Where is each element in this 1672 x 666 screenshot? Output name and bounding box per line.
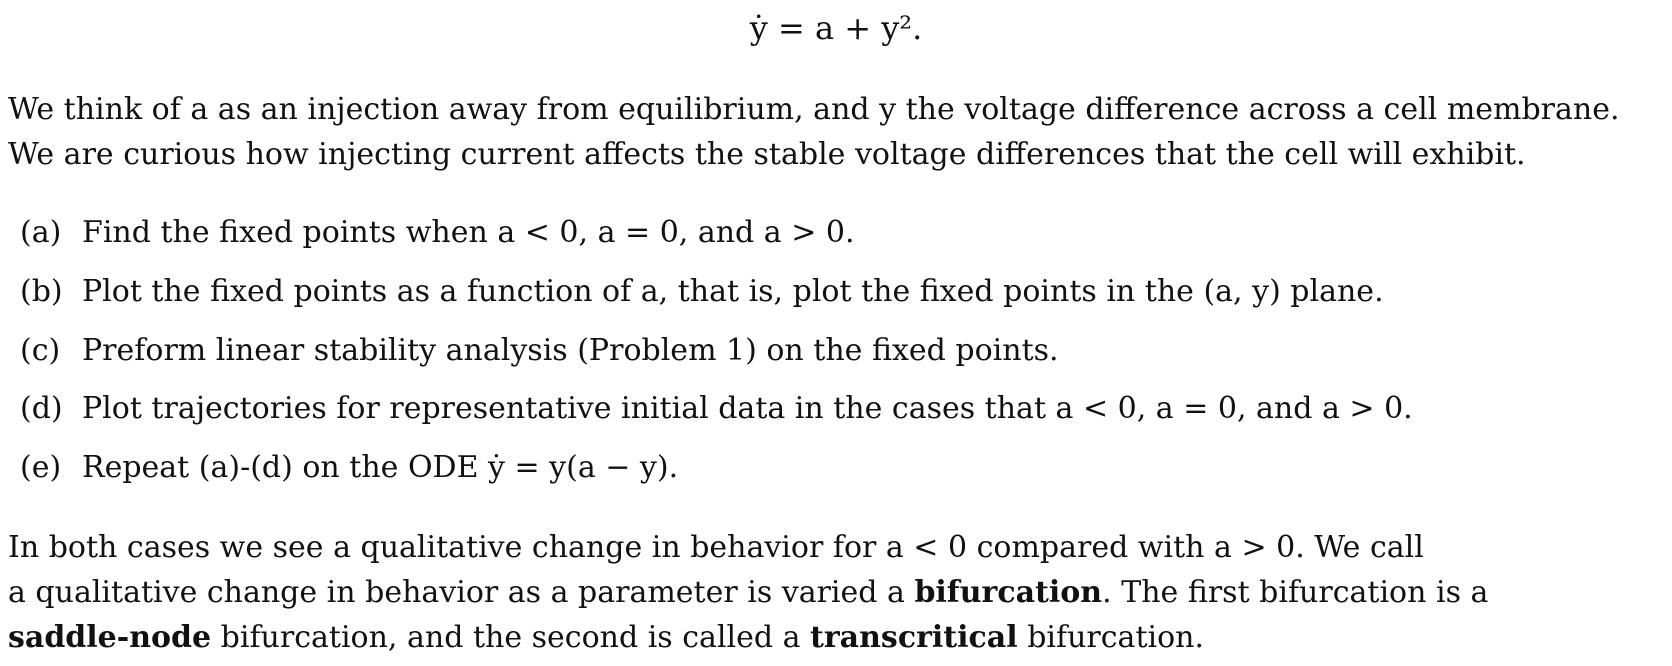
list-item	[20, 333, 1059, 369]
intro-line-1: We think of a as an injection away from equilibrium, and y the voltage difference across a cell membrane.	[8, 92, 1620, 127]
item-text: Plot the fixed points as a function of a, that is, plot the fixed points in the (a, y) plane.	[82, 274, 1384, 309]
conclusion-text: bifurcation.	[1017, 620, 1205, 655]
item-label: (c)	[20, 333, 61, 368]
term-transcritical: transcritical	[810, 620, 1018, 655]
item-text: Preform linear stability analysis (Problem 1) on the fixed points.	[82, 333, 1059, 368]
equation: ẏ = a + y².	[749, 9, 923, 47]
item-label: (a)	[20, 215, 62, 250]
intro-line-2: We are curious how injecting current affects the stable voltage differences that the cell will exhibit.	[8, 137, 1526, 172]
list-item	[20, 274, 1384, 310]
item-text: Plot trajectories for representative initial data in the cases that a < 0, a = 0, and a > 0.	[82, 391, 1413, 426]
item-label: (d)	[20, 391, 63, 426]
conclusion-line-3	[8, 620, 1204, 656]
item-text: Repeat (a)-(d) on the ODE ẏ = y(a − y).	[82, 450, 679, 485]
conclusion-text: . The first bifurcation is a	[1102, 575, 1489, 610]
item-label: (b)	[20, 274, 63, 309]
item-text: Find the fixed points when a < 0, a = 0, and a > 0.	[82, 215, 855, 250]
term-bifurcation: bifurcation	[914, 575, 1103, 610]
conclusion-text: a qualitative change in behavior as a parameter is varied a	[8, 575, 915, 610]
list-item	[20, 450, 678, 486]
item-label: (e)	[20, 450, 62, 485]
list-item	[20, 391, 1413, 427]
list-item	[20, 215, 855, 251]
conclusion-line-1: In both cases we see a qualitative change in behavior for a < 0 compared with a > 0. We call	[8, 530, 1424, 565]
term-saddle-node: saddle-node	[8, 620, 212, 655]
conclusion-line-2	[8, 575, 1488, 611]
conclusion-text: bifurcation, and the second is called a	[211, 620, 811, 655]
